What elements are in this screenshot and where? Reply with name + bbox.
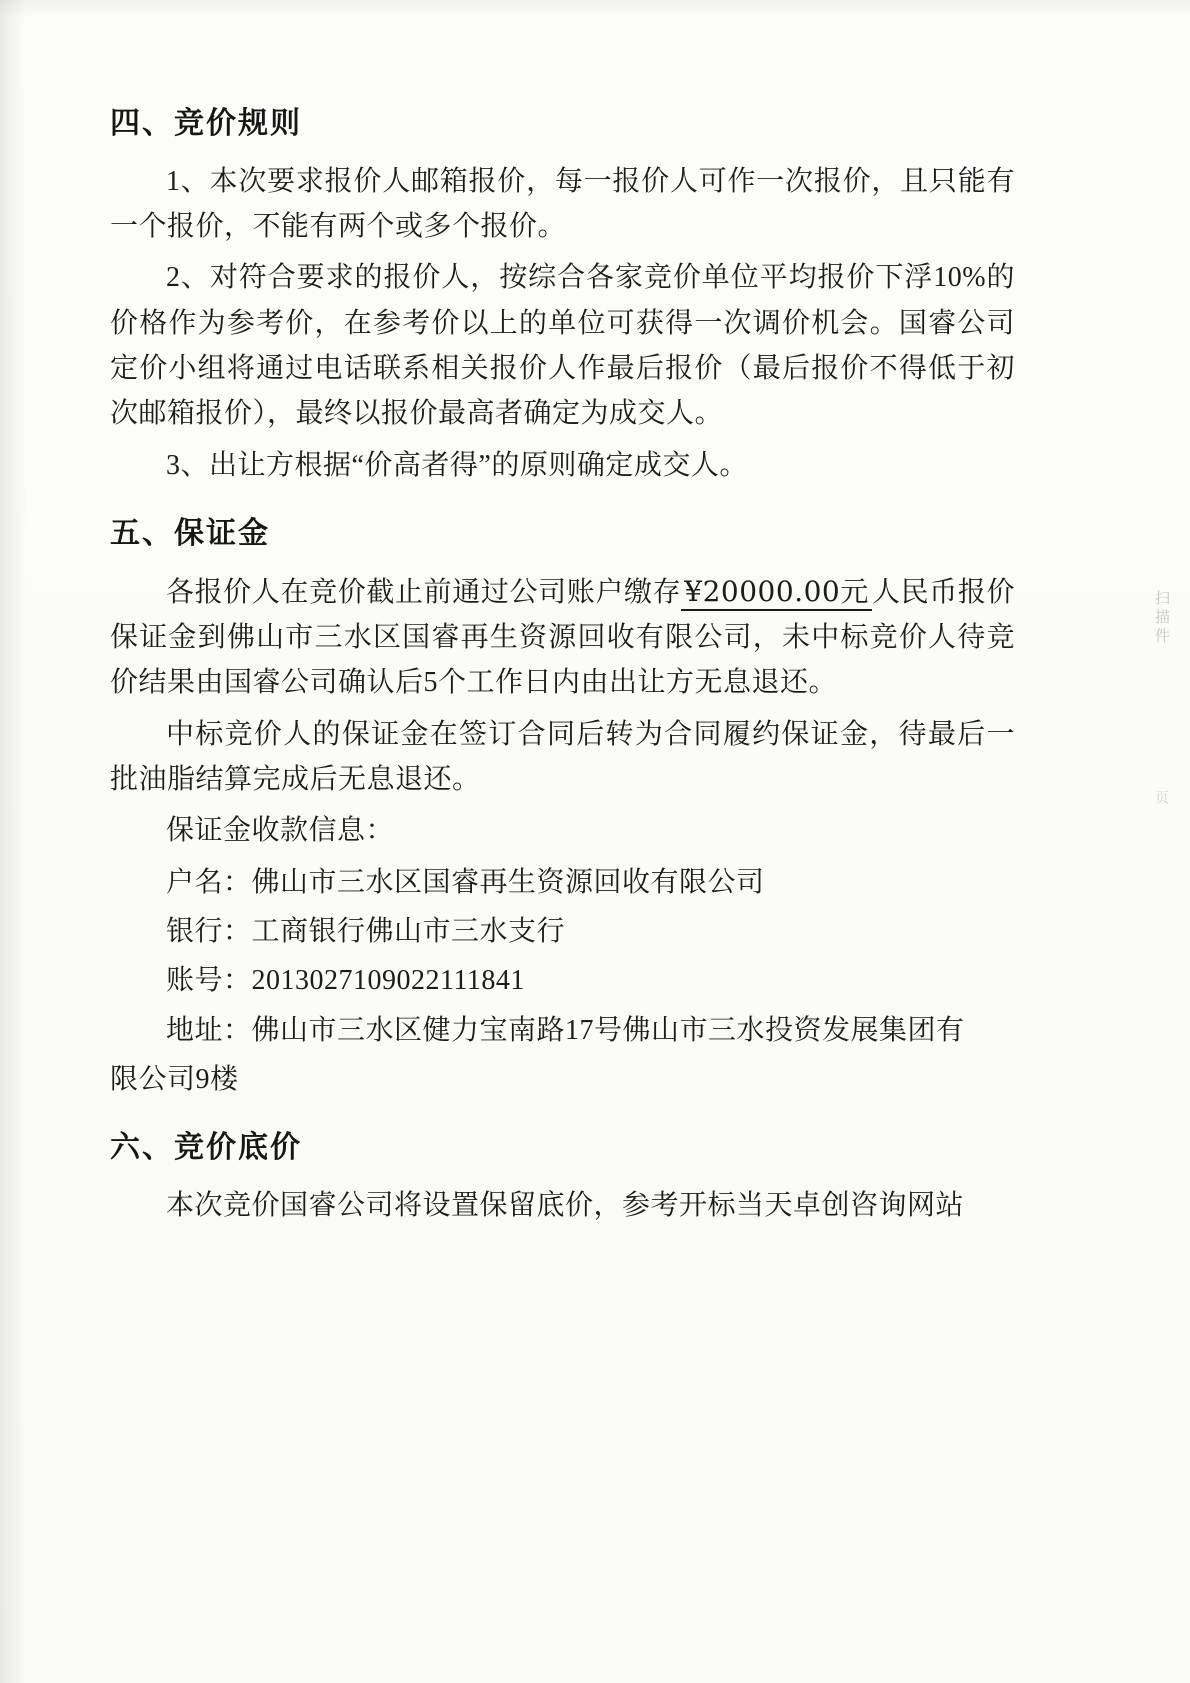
reserve-price-paragraph: 本次竞价国睿公司将设置保留底价，参考开标当天卓创咨询网站 bbox=[166, 1189, 965, 1221]
deposit-paragraph-prefix: 各报价人在竞价截止前通过公司账户缴存 bbox=[166, 576, 682, 608]
bank-address: 地址：佛山市三水区健力宝南路17号佛山市三水投资发展集团有 bbox=[166, 1014, 965, 1046]
bank-account-number: 账号：2013027109022111841 bbox=[166, 965, 525, 997]
deposit-refund-paragraph: 中标竞价人的保证金在签订合同后转为合同履约保证金，待最后一批油脂结算完成后无息退还。 bbox=[110, 718, 1015, 795]
deposit-account-label: 保证金收款信息： bbox=[166, 815, 395, 847]
section-heading-bidding-rules: 四、竞价规则 bbox=[110, 106, 302, 141]
bidding-rule-3: 3、出让方根据“价高者得”的原则确定成交人。 bbox=[166, 449, 748, 481]
deposit-paragraph-suffix: 人民币报价保证金到佛山市三水区国睿再生资源回收有限公司，未中标竞价人待竞价结果由国睿公司确认后5个工作日内由出让方无息退还。 bbox=[110, 576, 1015, 699]
deposit-amount-paragraph bbox=[110, 569, 1015, 706]
bidding-rule-2: 2、对符合要求的报价人，按综合各家竞价单位平均报价下浮10%的价格作为参考价，在参考价以上的单位可获得一次调价机会。国睿公司定价小组将通过电话联系相关报价人作最后报价（最后报价不得低于初次邮箱报价），最终以报价最高者确定为成交人。 bbox=[110, 262, 1015, 430]
bank-account-holder: 户名：佛山市三水区国睿再生资源回收有限公司 bbox=[166, 866, 765, 898]
bank-address-overflow: 限公司9楼 bbox=[110, 1064, 239, 1096]
section-heading-deposit: 五、保证金 bbox=[110, 516, 270, 552]
margin-note: 扫描件 bbox=[1153, 590, 1169, 647]
bidding-rule-1: 1、本次要求报价人邮箱报价，每一报价人可作一次报价，且只能有一个报价，不能有两个或多个报价。 bbox=[110, 165, 1015, 242]
section-heading-reserve-price: 六、竞价底价 bbox=[110, 1130, 302, 1166]
bank-name: 银行：工商银行佛山市三水支行 bbox=[166, 916, 566, 948]
document-body bbox=[110, 104, 1015, 1234]
margin-note-secondary: 页 bbox=[1153, 790, 1168, 804]
deposit-amount-value: ¥20000.00元 bbox=[681, 575, 872, 611]
